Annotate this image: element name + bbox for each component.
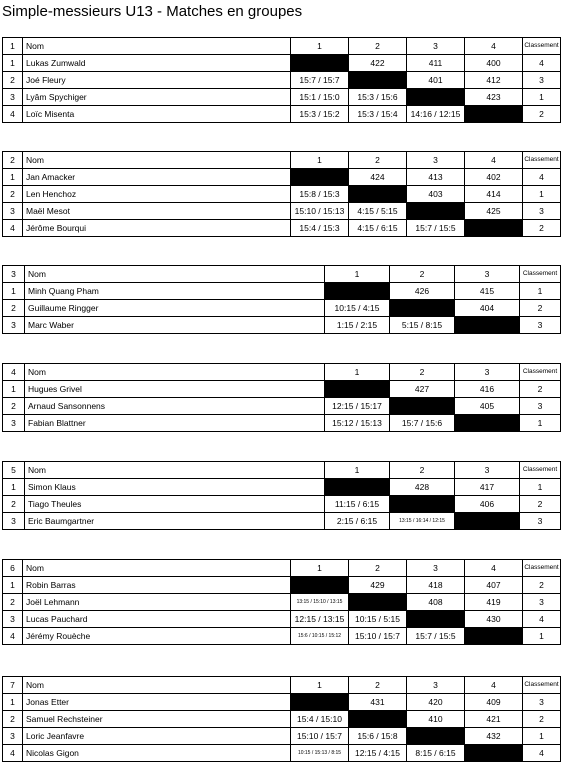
column-header: 3	[407, 152, 465, 169]
classement-header: Classement	[523, 38, 561, 55]
table-row	[3, 381, 561, 398]
player-name: Joël Lehmann	[23, 594, 291, 611]
table-row	[3, 415, 561, 432]
player-position: 3	[3, 611, 23, 628]
self-match-cell	[407, 728, 465, 745]
player-position: 1	[3, 577, 23, 594]
match-result-cell: 8:15 / 6:15	[407, 745, 465, 762]
group-number: 5	[3, 462, 25, 479]
ranking-cell: 4	[523, 55, 561, 72]
player-position: 3	[3, 728, 23, 745]
match-result-cell: 424	[349, 169, 407, 186]
nom-header: Nom	[25, 364, 325, 381]
match-result-cell: 11:15 / 6:15	[325, 496, 390, 513]
player-position: 2	[3, 300, 25, 317]
match-result-cell: 417	[455, 479, 520, 496]
player-position: 1	[3, 381, 25, 398]
table-row	[3, 72, 561, 89]
self-match-cell	[455, 317, 520, 334]
column-header: 1	[325, 266, 390, 283]
player-name: Samuel Rechsteiner	[23, 711, 291, 728]
classement-header: Classement	[520, 266, 561, 283]
match-result-cell: 15:7 / 15:5	[407, 628, 465, 645]
match-result-cell: 15:3 / 15:6	[349, 89, 407, 106]
column-header: 1	[291, 677, 349, 694]
match-result-cell: 15:10 / 15:7	[291, 728, 349, 745]
match-result-cell: 416	[455, 381, 520, 398]
self-match-cell	[390, 496, 455, 513]
group-header-row	[3, 462, 561, 479]
group-table-7	[2, 676, 561, 762]
nom-header: Nom	[23, 560, 291, 577]
group-header-row	[3, 364, 561, 381]
column-header: 2	[349, 38, 407, 55]
player-position: 2	[3, 186, 23, 203]
match-result-cell: 406	[455, 496, 520, 513]
match-result-cell: 10:15 / 5:15	[349, 611, 407, 628]
ranking-cell: 1	[523, 186, 561, 203]
player-name: Hugues Grivel	[25, 381, 325, 398]
player-position: 4	[3, 745, 23, 762]
match-result-cell: 1:15 / 2:15	[325, 317, 390, 334]
match-result-cell: 5:15 / 8:15	[390, 317, 455, 334]
self-match-cell	[407, 611, 465, 628]
player-name: Loïc Misenta	[23, 106, 291, 123]
ranking-cell: 2	[523, 106, 561, 123]
match-result-cell: 15:7 / 15:6	[390, 415, 455, 432]
match-result-cell: 401	[407, 72, 465, 89]
player-name: Lucas Pauchard	[23, 611, 291, 628]
player-position: 2	[3, 398, 25, 415]
table-row	[3, 317, 561, 334]
match-result-cell: 400	[465, 55, 523, 72]
table-row	[3, 283, 561, 300]
match-result-cell: 12:15 / 15:17	[325, 398, 390, 415]
self-match-cell	[291, 694, 349, 711]
match-result-cell: 430	[465, 611, 523, 628]
group-table-4	[2, 363, 561, 432]
match-result-cell: 15:10 / 15:7	[349, 628, 407, 645]
group-table-5	[2, 461, 561, 530]
group-table-3	[2, 265, 561, 334]
group-number: 7	[3, 677, 23, 694]
match-result-cell: 428	[390, 479, 455, 496]
match-result-cell: 423	[465, 89, 523, 106]
column-header: 4	[465, 38, 523, 55]
player-position: 2	[3, 711, 23, 728]
match-result-cell: 410	[407, 711, 465, 728]
match-result-cell: 13:15 / 15:10 / 13:15	[291, 594, 349, 611]
match-result-cell: 427	[390, 381, 455, 398]
player-name: Robin Barras	[23, 577, 291, 594]
group-table-6	[2, 559, 561, 645]
player-name: Fabian Blattner	[25, 415, 325, 432]
match-result-cell: 15:6 / 15:8	[349, 728, 407, 745]
table-row	[3, 628, 561, 645]
player-position: 1	[3, 283, 25, 300]
player-name: Jérémy Rouèche	[23, 628, 291, 645]
ranking-cell: 3	[523, 694, 561, 711]
match-result-cell: 15:6 / 10:15 / 15:12	[291, 628, 349, 645]
table-row	[3, 513, 561, 530]
column-header: 1	[291, 560, 349, 577]
column-header: 1	[325, 462, 390, 479]
group-header-row	[3, 266, 561, 283]
player-name: Minh Quang Pham	[25, 283, 325, 300]
match-result-cell: 403	[407, 186, 465, 203]
column-header: 2	[349, 152, 407, 169]
player-position: 4	[3, 106, 23, 123]
table-row	[3, 203, 561, 220]
match-result-cell: 4:15 / 5:15	[349, 203, 407, 220]
match-result-cell: 15:8 / 15:3	[291, 186, 349, 203]
table-row	[3, 711, 561, 728]
nom-header: Nom	[23, 677, 291, 694]
ranking-cell: 2	[523, 220, 561, 237]
match-result-cell: 415	[455, 283, 520, 300]
column-header: 4	[465, 677, 523, 694]
ranking-cell: 3	[523, 203, 561, 220]
group-number: 3	[3, 266, 25, 283]
self-match-cell	[407, 203, 465, 220]
table-row	[3, 220, 561, 237]
table-row	[3, 694, 561, 711]
match-result-cell: 431	[349, 694, 407, 711]
match-result-cell: 15:7 / 15:7	[291, 72, 349, 89]
group-table-1	[2, 37, 561, 123]
column-header: 3	[455, 266, 520, 283]
ranking-cell: 3	[520, 398, 561, 415]
ranking-cell: 1	[520, 415, 561, 432]
self-match-cell	[325, 283, 390, 300]
player-name: Len Henchoz	[23, 186, 291, 203]
match-result-cell: 15:4 / 15:10	[291, 711, 349, 728]
ranking-cell: 2	[523, 711, 561, 728]
table-row	[3, 577, 561, 594]
match-result-cell: 413	[407, 169, 465, 186]
ranking-cell: 2	[520, 381, 561, 398]
self-match-cell	[455, 513, 520, 530]
player-position: 4	[3, 220, 23, 237]
self-match-cell	[291, 577, 349, 594]
ranking-cell: 1	[520, 479, 561, 496]
match-result-cell: 429	[349, 577, 407, 594]
ranking-cell: 1	[523, 89, 561, 106]
group-header-row	[3, 152, 561, 169]
self-match-cell	[465, 220, 523, 237]
ranking-cell: 3	[520, 513, 561, 530]
table-row	[3, 745, 561, 762]
nom-header: Nom	[25, 462, 325, 479]
nom-header: Nom	[23, 38, 291, 55]
self-match-cell	[349, 72, 407, 89]
table-row	[3, 728, 561, 745]
match-result-cell: 15:7 / 15:5	[407, 220, 465, 237]
ranking-cell: 3	[523, 72, 561, 89]
classement-header: Classement	[523, 677, 561, 694]
match-result-cell: 4:15 / 6:15	[349, 220, 407, 237]
match-result-cell: 10:15 / 15:13 / 8:15	[291, 745, 349, 762]
player-name: Lukas Zumwald	[23, 55, 291, 72]
match-result-cell: 15:3 / 15:4	[349, 106, 407, 123]
match-result-cell: 15:1 / 15:0	[291, 89, 349, 106]
match-result-cell: 418	[407, 577, 465, 594]
match-result-cell: 10:15 / 4:15	[325, 300, 390, 317]
table-row	[3, 169, 561, 186]
self-match-cell	[407, 89, 465, 106]
table-row	[3, 186, 561, 203]
player-name: Maël Mesot	[23, 203, 291, 220]
self-match-cell	[390, 300, 455, 317]
player-name: Jérôme Bourqui	[23, 220, 291, 237]
match-result-cell: 409	[465, 694, 523, 711]
page-title: Simple-messieurs U13 - Matches en groupes	[2, 3, 303, 20]
match-result-cell: 15:10 / 15:13	[291, 203, 349, 220]
match-result-cell: 13:15 / 16:14 / 12:15	[390, 513, 455, 530]
player-position: 1	[3, 694, 23, 711]
player-position: 1	[3, 479, 25, 496]
match-result-cell: 14:16 / 12:15	[407, 106, 465, 123]
player-name: Joé Fleury	[23, 72, 291, 89]
match-result-cell: 12:15 / 13:15	[291, 611, 349, 628]
nom-header: Nom	[23, 152, 291, 169]
ranking-cell: 1	[523, 628, 561, 645]
player-name: Eric Baumgartner	[25, 513, 325, 530]
self-match-cell	[349, 186, 407, 203]
column-header: 4	[465, 152, 523, 169]
self-match-cell	[349, 594, 407, 611]
self-match-cell	[455, 415, 520, 432]
player-name: Lyâm Spychiger	[23, 89, 291, 106]
column-header: 3	[455, 364, 520, 381]
player-name: Arnaud Sansonnens	[25, 398, 325, 415]
match-result-cell: 425	[465, 203, 523, 220]
column-header: 3	[407, 560, 465, 577]
player-position: 2	[3, 594, 23, 611]
classement-header: Classement	[523, 152, 561, 169]
group-header-row	[3, 560, 561, 577]
player-name: Guillaume Ringger	[25, 300, 325, 317]
group-number: 1	[3, 38, 23, 55]
group-header-row	[3, 677, 561, 694]
table-row	[3, 55, 561, 72]
match-result-cell: 414	[465, 186, 523, 203]
self-match-cell	[291, 169, 349, 186]
match-result-cell: 12:15 / 4:15	[349, 745, 407, 762]
player-name: Loric Jeanfavre	[23, 728, 291, 745]
player-position: 3	[3, 415, 25, 432]
column-header: 2	[349, 560, 407, 577]
column-header: 2	[349, 677, 407, 694]
player-name: Simon Klaus	[25, 479, 325, 496]
ranking-cell: 1	[520, 283, 561, 300]
self-match-cell	[325, 479, 390, 496]
group-table-2	[2, 151, 561, 237]
player-position: 3	[3, 89, 23, 106]
table-row	[3, 106, 561, 123]
ranking-cell: 2	[520, 300, 561, 317]
self-match-cell	[465, 745, 523, 762]
ranking-cell: 3	[523, 594, 561, 611]
match-result-cell: 432	[465, 728, 523, 745]
table-row	[3, 611, 561, 628]
player-name: Jan Amacker	[23, 169, 291, 186]
player-position: 1	[3, 169, 23, 186]
column-header: 2	[390, 462, 455, 479]
self-match-cell	[291, 55, 349, 72]
match-result-cell: 426	[390, 283, 455, 300]
column-header: 2	[390, 364, 455, 381]
self-match-cell	[465, 106, 523, 123]
ranking-cell: 4	[523, 611, 561, 628]
column-header: 3	[455, 462, 520, 479]
classement-header: Classement	[523, 560, 561, 577]
match-result-cell: 402	[465, 169, 523, 186]
match-result-cell: 2:15 / 6:15	[325, 513, 390, 530]
player-name: Jonas Etter	[23, 694, 291, 711]
column-header: 1	[325, 364, 390, 381]
column-header: 1	[291, 38, 349, 55]
player-position: 4	[3, 628, 23, 645]
group-header-row	[3, 38, 561, 55]
self-match-cell	[390, 398, 455, 415]
column-header: 3	[407, 38, 465, 55]
ranking-cell: 2	[523, 577, 561, 594]
column-header: 3	[407, 677, 465, 694]
classement-header: Classement	[520, 364, 561, 381]
player-name: Nicolas Gigon	[23, 745, 291, 762]
ranking-cell: 4	[523, 745, 561, 762]
self-match-cell	[465, 628, 523, 645]
player-position: 3	[3, 513, 25, 530]
match-result-cell: 15:3 / 15:2	[291, 106, 349, 123]
player-position: 3	[3, 203, 23, 220]
table-row	[3, 479, 561, 496]
table-row	[3, 594, 561, 611]
match-result-cell: 15:12 / 15:13	[325, 415, 390, 432]
self-match-cell	[325, 381, 390, 398]
column-header: 4	[465, 560, 523, 577]
table-row	[3, 89, 561, 106]
group-number: 6	[3, 560, 23, 577]
player-name: Marc Waber	[25, 317, 325, 334]
match-result-cell: 419	[465, 594, 523, 611]
player-position: 2	[3, 72, 23, 89]
player-position: 2	[3, 496, 25, 513]
ranking-cell: 1	[523, 728, 561, 745]
match-result-cell: 411	[407, 55, 465, 72]
player-name: Tiago Theules	[25, 496, 325, 513]
group-number: 2	[3, 152, 23, 169]
player-position: 1	[3, 55, 23, 72]
table-row	[3, 300, 561, 317]
match-result-cell: 422	[349, 55, 407, 72]
table-row	[3, 398, 561, 415]
match-result-cell: 15:4 / 15:3	[291, 220, 349, 237]
match-result-cell: 404	[455, 300, 520, 317]
column-header: 2	[390, 266, 455, 283]
ranking-cell: 3	[520, 317, 561, 334]
match-result-cell: 408	[407, 594, 465, 611]
ranking-cell: 4	[523, 169, 561, 186]
match-result-cell: 421	[465, 711, 523, 728]
column-header: 1	[291, 152, 349, 169]
table-row	[3, 496, 561, 513]
match-result-cell: 412	[465, 72, 523, 89]
self-match-cell	[349, 711, 407, 728]
ranking-cell: 2	[520, 496, 561, 513]
player-position: 3	[3, 317, 25, 334]
nom-header: Nom	[25, 266, 325, 283]
match-result-cell: 405	[455, 398, 520, 415]
classement-header: Classement	[520, 462, 561, 479]
match-result-cell: 407	[465, 577, 523, 594]
group-number: 4	[3, 364, 25, 381]
match-result-cell: 420	[407, 694, 465, 711]
